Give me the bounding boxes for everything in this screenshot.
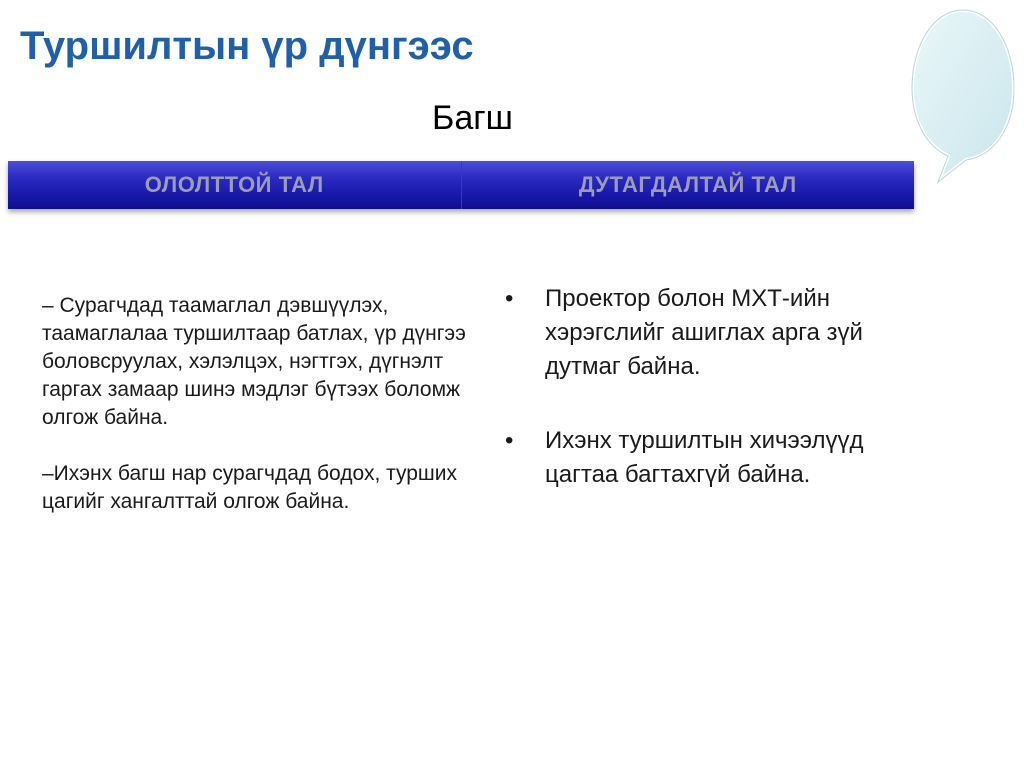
list-item — [505, 424, 925, 492]
advantage-item: –Ихэнх багш нар сурагчдад бодох, турших цагийг хангалттай олгож байна. — [42, 462, 458, 513]
header-advantages: ОЛОЛТТОЙ ТАЛ — [8, 161, 461, 209]
speech-bubble-icon — [908, 6, 1018, 186]
disadvantages-column — [505, 282, 925, 532]
header-disadvantages: ДУТАГДАЛТАЙ ТАЛ — [461, 161, 915, 209]
disadvantage-item: Проектор болон МХТ-ийн хэрэгслийг ашиглах арга зүй дутмаг байна. — [545, 285, 863, 380]
advantages-column — [42, 292, 482, 544]
list-item — [505, 282, 925, 384]
bullet-icon: • — [505, 427, 514, 454]
table-header — [8, 161, 914, 209]
advantage-item: – Сурагчдад таамаглал дэвшүүлэх, таамаглалаа туршилтаар батлах, үр дүнгээ боловсруулах, хэлэлцэх, нэгтгэх, дүгнэлт гаргах замаар шинэ мэдлэг бүтээх боломж олгож байна. — [42, 294, 466, 429]
disadvantage-item: Ихэнх туршилтын хичээлүүд цагтаа багтахгүй байна. — [545, 427, 864, 488]
slide-subtitle: Багш — [432, 99, 513, 137]
bullet-icon: • — [505, 285, 514, 312]
slide-title: Туршилтын үр дүнгээс — [20, 24, 474, 68]
